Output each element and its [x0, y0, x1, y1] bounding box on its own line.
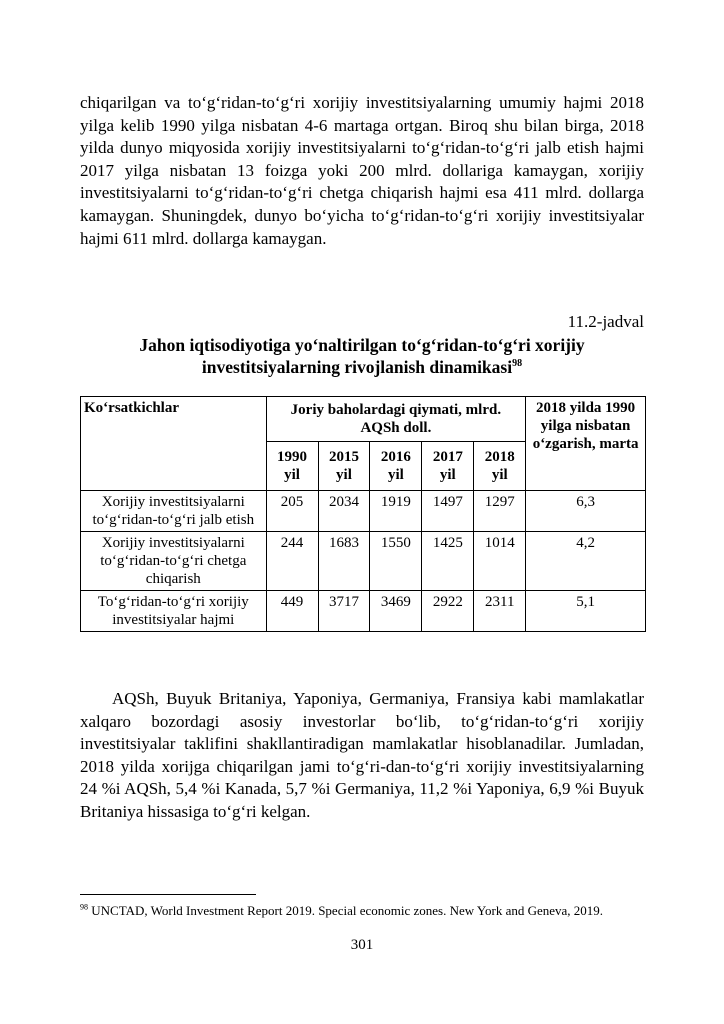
cell-value: 1297 — [474, 491, 526, 532]
cell-value: 1497 — [422, 491, 474, 532]
row-label: To‘g‘ridan-to‘g‘ri xorijiy investitsiyalar hajmi — [81, 591, 267, 632]
cell-value: 1014 — [474, 532, 526, 591]
body-paragraph-2: AQSh, Buyuk Britaniya, Yaponiya, Germaniya, Fransiya kabi mamlakatlar xalqaro bozordagi asosiy investorlar bo‘lib, to‘g‘ridan-to‘g‘ri xorijiy investitsiyalar taklifini shakllantiradigan mamlakatlar hisoblanadilar. Jumladan, 2018 yilda xorijga chiqarilgan jami to‘g‘ri-dan-to‘g‘ri xorijiy investitsiyalarning 24 %i AQSh, 5,4 %i Kanada, 5,7 %i Germaniya, 11,2 %i Yaponiya, 6,9 %i Buyuk Britaniya hissasiga to‘g‘ri kelgan. — [80, 689, 644, 821]
investment-table — [80, 396, 646, 632]
cell-value: 449 — [266, 591, 318, 632]
footnote-text: UNCTAD, World Investment Report 2019. Special economic zones. New York and Geneva, 2019. — [88, 903, 604, 918]
cell-value: 3717 — [318, 591, 370, 632]
cell-value: 2922 — [422, 591, 474, 632]
header-year-2015: 2015 yil — [318, 442, 370, 491]
header-value-group: Joriy baholardagi qiymati, mlrd. AQSh doll. — [266, 397, 526, 442]
footnote-divider — [80, 894, 256, 895]
table-row — [81, 591, 646, 632]
cell-value: 2034 — [318, 491, 370, 532]
footnote — [80, 902, 644, 919]
cell-value: 1919 — [370, 491, 422, 532]
body-paragraph-1: chiqarilgan va to‘g‘ridan-to‘g‘ri xorijiy investitsiyalarning umumiy hajmi 2018 yilga kelib 1990 yilga nisbatan 4-6 martaga ortgan. Biroq shu bilan birga, 2018 yilda dunyo miqyosida xorijiy investitsiyalarni to‘g‘ridan-to‘g‘ri jalb etish hajmi 2017 yilga nisbatan 13 foizga yoki 200 mlrd. dollariga kamaygan, xorijiy investitsiyalarni to‘g‘ridan-to‘g‘ri chetga chiqarish hajmi esa 411 mlrd. dollarga kamaygan. Shuningdek, dunyo bo‘yicha to‘g‘ridan-to‘g‘ri xorijiy investitsiyalar hajmi 611 mlrd. dollarga kamaygan. — [80, 93, 644, 248]
table-title — [80, 334, 644, 378]
header-year-1990: 1990 yil — [266, 442, 318, 491]
cell-value: 205 — [266, 491, 318, 532]
cell-change: 5,1 — [526, 591, 646, 632]
row-label: Xorijiy investitsiyalarni to‘g‘ridan-to‘g‘ri jalb etish — [81, 491, 267, 532]
header-change: 2018 yilda 1990 yilga nisbatan o‘zgarish, marta — [526, 397, 646, 491]
cell-change: 6,3 — [526, 491, 646, 532]
table-row — [81, 532, 646, 591]
footnote-ref: 98 — [512, 358, 523, 370]
cell-change: 4,2 — [526, 532, 646, 591]
header-year-2017: 2017 yil — [422, 442, 474, 491]
footnote-number: 98 — [80, 902, 88, 912]
header-indicator: Ko‘rsatkichlar — [81, 397, 267, 491]
cell-value: 3469 — [370, 591, 422, 632]
table-number: 11.2-jadval — [567, 312, 644, 331]
cell-value: 1550 — [370, 532, 422, 591]
page-number: 301 — [350, 937, 374, 953]
cell-value: 2311 — [474, 591, 526, 632]
cell-value: 1425 — [422, 532, 474, 591]
table-row — [81, 491, 646, 532]
row-label: Xorijiy investitsiyalarni to‘g‘ridan-to‘g‘ri chetga chiqarish — [81, 532, 267, 591]
header-year-2016: 2016 yil — [370, 442, 422, 491]
cell-value: 1683 — [318, 532, 370, 591]
table-title-text: Jahon iqtisodiyotiga yo‘naltirilgan to‘g‘ridan-to‘g‘ri xorijiy investitsiyalarning rivojlanish dinamikasi — [139, 335, 585, 377]
cell-value: 244 — [266, 532, 318, 591]
header-year-2018: 2018 yil — [474, 442, 526, 491]
